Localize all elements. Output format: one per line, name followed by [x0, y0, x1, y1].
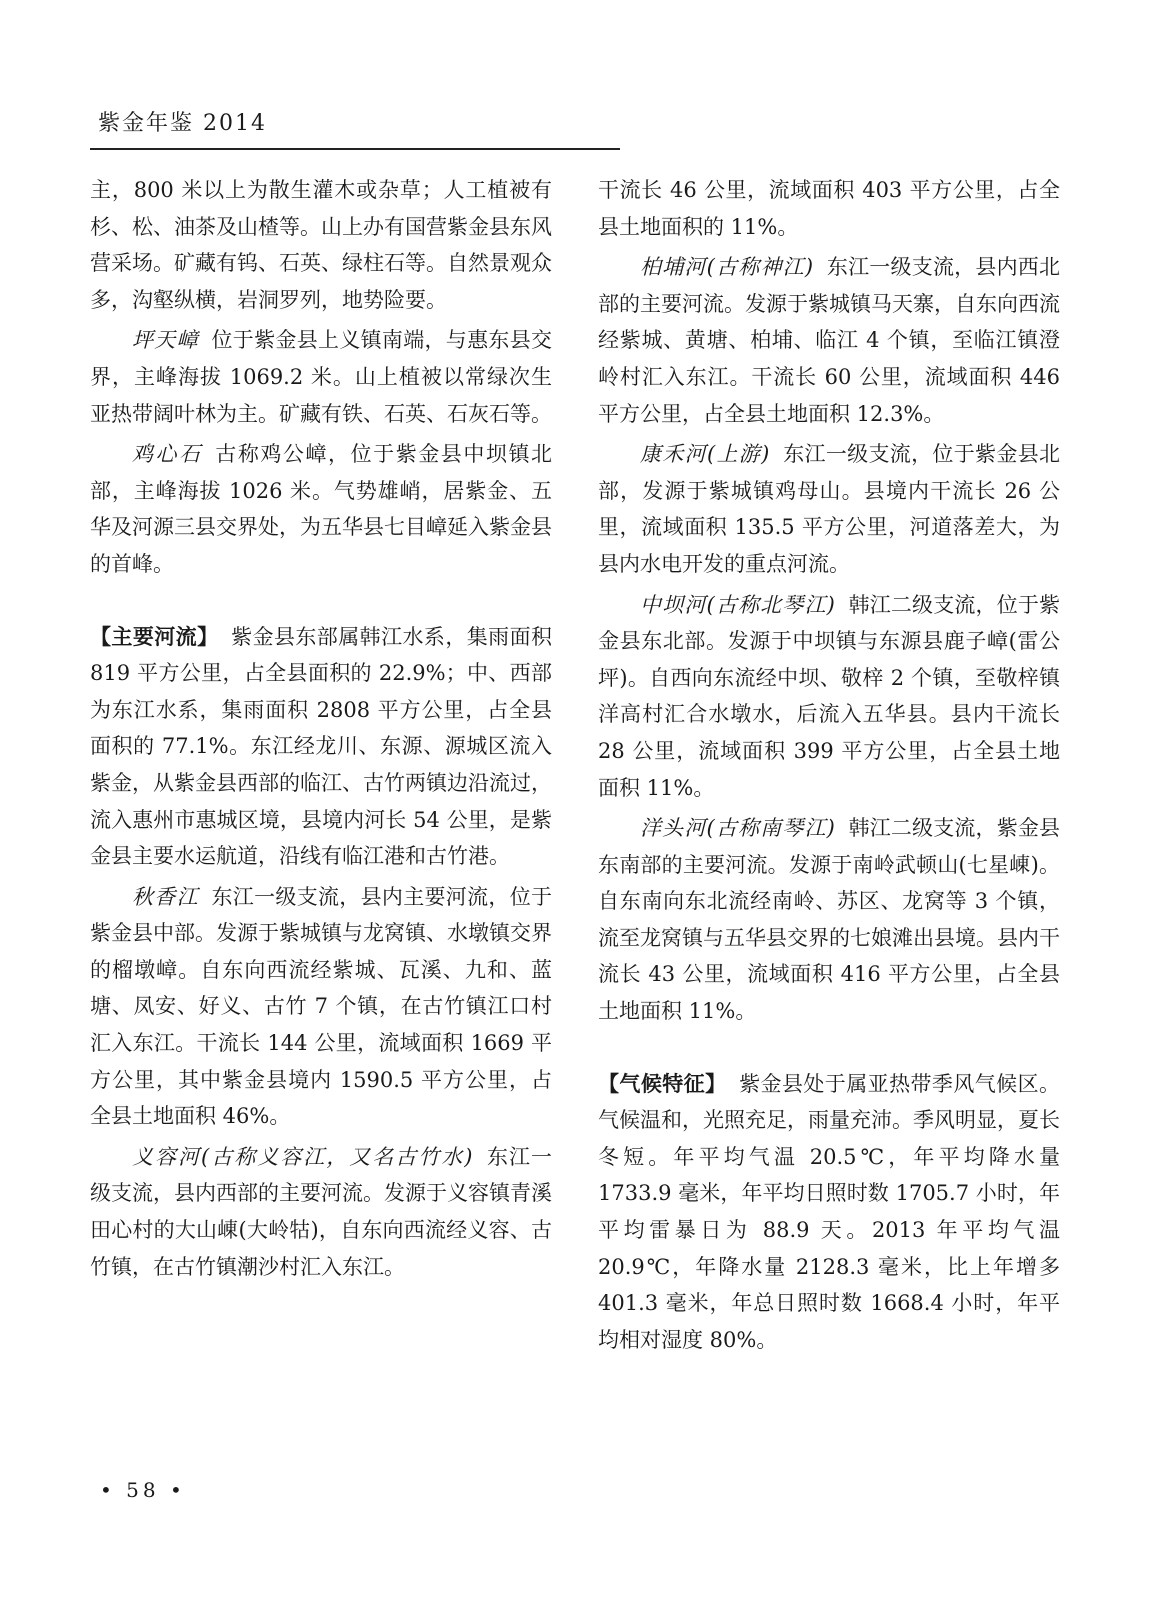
entry-kanghehe	[598, 436, 1060, 582]
entry-text: 古称鸡公嶂，位于紫金县中坝镇北部，主峰海拔 1026 米。气势雄峭，居紫金、五华及河源三县交界处，为五华县七目嶂延入紫金县的首峰。	[90, 442, 553, 576]
entry-text: 东江一级支流，位于紫金县北部，发源于紫城镇鸡母山。县境内干流长 26 公里，流域面积 135.5 平方公里，河道落差大，为县内水电开发的重点河流。	[598, 442, 1061, 576]
entry-qiuxiangjiang	[90, 879, 552, 1135]
entry-text: 东江一级支流，县内西北部的主要河流。发源于紫城镇马天寨，自东向西流经紫城、黄塘、柏埔、临江 4 个镇，至临江镇澄岭村汇入东江。干流长 60 公里，流域面积 446 平方公里，占全县土地面积 12.3%。	[598, 255, 1060, 426]
entry-term: 秋香江	[132, 884, 199, 909]
entry-term: 义容河(古称义容江，又名古竹水)	[132, 1144, 474, 1169]
section-text: 紫金县东部属韩江水系，集雨面积 819 平方公里，占全县面积的 22.9%；中、西部为东江水系，集雨面积 2808 平方公里，占全县面积的 77.1%。东江经龙川、东源、源城区流入紫金，从紫金县西部的临江、古竹两镇边沿流过，流入惠州市惠城区境，县境内河长 54 公里，是紫金县主要水运航道，沿线有临江港和古竹港。	[90, 624, 553, 869]
entry-text: 位于紫金县上义镇南端，与惠东县交界，主峰海拔 1069.2 米。山上植被以常绿次生亚热带阔叶林为主。矿藏有铁、石英、石灰石等。	[90, 328, 553, 426]
page-number: • 58 •	[100, 1478, 186, 1502]
entry-term: 洋头河(古称南琴江)	[640, 816, 836, 841]
entry-text: 东江一级支流，县内主要河流，位于紫金县中部。发源于紫城镇与龙窝镇、水墩镇交界的榴墩嶂。自东向西流经紫城、瓦溪、九和、蓝塘、凤安、好义、古竹 7 个镇，在古竹镇江口村汇入东江。干流长 144 公里，流域面积 1669 平方公里，其中紫金县境内 1590.5 平方公里，占全县土地面积 46%。	[90, 884, 553, 1129]
section-heading: 【主要河流】	[90, 623, 219, 649]
entry-term: 康禾河(上游)	[640, 442, 771, 467]
section-climate	[598, 1066, 1060, 1359]
section-rivers	[90, 619, 552, 875]
entry-term: 中坝河(古称北琴江)	[640, 592, 836, 617]
entry-text: 东江一级支流，县内西部的主要河流。发源于义容镇青溪田心村的大山崠(大岭牯)，自东向西流经义容、古竹镇，在古竹镇潮沙村汇入东江。	[90, 1144, 553, 1279]
left-column	[90, 172, 552, 1289]
entry-term: 鸡心石	[132, 442, 203, 467]
paragraph-continued: 干流长 46 公里，流域面积 403 平方公里，占全县土地面积的 11%。	[598, 178, 1060, 239]
entry-term: 柏埔河(古称神江)	[640, 255, 815, 280]
section-heading: 【气候特征】	[598, 1070, 727, 1096]
header-rule	[90, 148, 620, 150]
entry-baipuhe	[598, 249, 1060, 432]
entry-text: 韩江二级支流，紫金县东南部的主要河流。发源于南岭武顿山(七星崠)。自东南向东北流经南岭、苏区、龙窝等 3 个镇，流至龙窝镇与五华县交界的七娘滩出县境。县内干流长 43 公里，流域面积 416 平方公里，占全县土地面积 11%。	[598, 816, 1061, 1024]
right-column	[598, 172, 1060, 1362]
entry-term: 坪天嶂	[132, 328, 199, 353]
paragraph-continued: 主，800 米以上为散生灌木或杂草；人工植被有杉、松、油茶及山楂等。山上办有国营紫金县东风营采场。矿藏有钨、石英、绿柱石等。自然景观众多，沟壑纵横，岩洞罗列，地势险要。	[90, 178, 552, 312]
section-text: 紫金县处于属亚热带季风气候区。气候温和，光照充足，雨量充沛。季风明显，夏长冬短。年平均气温 20.5℃，年平均降水量 1733.9 毫米，年平均日照时数 1705.7 小时，年平均雷暴日为 88.9 天。2013 年平均气温 20.9℃，年降水量 2128.3 毫米，比上年增多 401.3 毫米，年总日照时数 1668.4 小时，年平均相对湿度 80%。	[598, 1071, 1061, 1352]
entry-yironghe	[90, 1139, 552, 1285]
entry-text: 韩江二级支流，位于紫金县东北部。发源于中坝镇与东源县鹿子嶂(雷公坪)。自西向东流经中坝、敬梓 2 个镇，至敬梓镇洋高村汇合水墩水，后流入五华县。县内干流长 28 公里，流域面积 399 平方公里，占全县土地面积 11%。	[598, 592, 1061, 800]
entry-zhongbahe	[598, 587, 1060, 807]
entry-yangtouhe	[598, 810, 1060, 1030]
entry-jixinshi	[90, 436, 552, 582]
running-header: 紫金年鉴 2014	[98, 111, 267, 136]
entry-pingtianzhang	[90, 322, 552, 432]
